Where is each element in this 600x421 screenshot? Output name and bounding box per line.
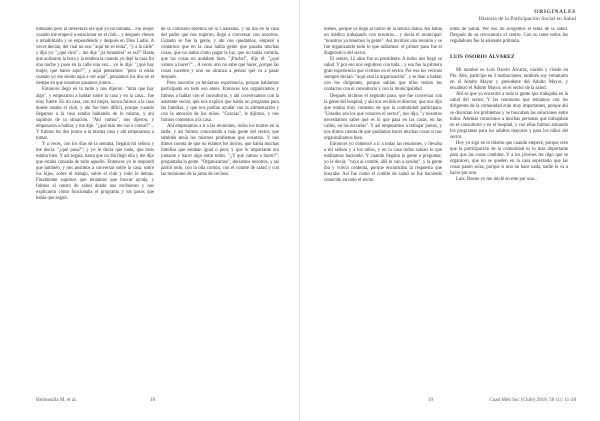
paragraph: Después hicimos el segundo paso, que fue conversar con la gente del hospital, y ahí nos recibió el director, que nos dijo que estaba muy contento de que la comunidad participara. "Ustedes son los que conocen el sector", nos dijo, "y nosotros necesitamos saber qué es lo que pasa en las casas, en las calles, en las escuelas". Y así empezamos a trabajar juntos, y nos dimos cuenta de que podíamos hacer muchas cosas si nos organizábamos bien. [324,93,442,141]
left-page-column-2 [161,27,279,387]
paragraph: Hoy yo sigo en lo mismo que cuando empecé, porque creo que la participación de la comunidad es lo más importante para que las cosas cambien. Y a los jóvenes les digo que se organicen, que no se queden en la casa esperando que las cosas pasen solas, porque si uno no hace nada, nadie lo va a hacer por uno. [450,140,568,176]
paragraph: Entonces llegó en la tarde y nos dijeron: "mira que hay algo", y empezaron a hablar sobre la casa y en la casa... fue muy fuerte. En mi casa, con mi mujer, nunca fuimos a la casa donde estaba el club, y ahí fue bien difícil, porque cuando llegamos a la casa estaba hablando de lo mismo, y ahí supimos de la situación. "Ahí vamos", nos dijeron, y empezaron a hablar, y me dije: "¿qué más me vas a contar?"... Y fuimos los dos juntos a la misma casa y ahí empezamos a tomar. [36,87,154,141]
left-page-number: 18 [150,397,156,403]
right-page [300,0,600,421]
paragraph: toma de Salud. Por eso no acogemos el tema de la salud. Después de su revocatoria el centro. Con su tarea todos los reguladores fue la asistente primaria. [450,27,568,45]
running-header [479,9,576,23]
paragraph: Ahí es que yo encontré a toda la gente que trabajaba en la salud del sector. Y las reuniones que teníamos con los dirigentes de la comunidad eran muy importantes, porque ahí se discutían los problemas y se buscaban las soluciones entre todos. Además conocimos a muchas personas que trabajaban en el consultorio y en el hospital, y con ellas fuimos armando los programas para los adultos mayores y para los niños del sector. [450,92,568,140]
paragraph: Ahí empezamos a ir a las reuniones, todos los martes en la tarde, y así fuimos conociendo a más gente del sector, que también tenía los mismos problemas que nosotros. Y nos dimos cuenta de que no éramos los únicos, que había muchas familias que estaban igual o peor, y que lo importante era juntarse y hacer algo entre todos. "¿Y qué vamos a hacer?", preguntaba la gente. "Organizarnos", decíamos nosotros, y así partió todo, con la olla común, con el comité de salud y con las reuniones de la junta de vecinos. [161,123,279,178]
paragraph: tomando pero la diferencia era que yo no tomaba... Fui mejor cuando me empecé a estacionar en el club... y después vienen a rehabilitarlo y se enpendiendo y después en Dios Ludio. A veces decían, del cual no sea: "aquí mi es tenía", "y a la calle" y dijo yo: "¿qué vino"... me dije "¿la tomadera" es así?" Hasta que acabaron la hora y la tendencia cuando yo dejé la casa fui una noche y puse en la calle una vez... yo le dije: "¿qué hay mujer, que haces aquí?", y aquí pensamos: "pero si están cuando yo me siento aquí a ver aquí", pensamos los dos en el tiempo en que nosotros pasamos juntos... [36,27,154,87]
paragraph: Mi nombre es Luis Osorio Álvarez, nacido y criado en Pto. Alto, participo en 3 instituciones, también soy voluntario en el Adulto Mayor y presidente del Adulto Mayor, y encabezo el Adulto Mayor, en el sector de la salud. [450,68,568,92]
running-header-title: ORIGINALES [534,9,576,15]
paragraph: El centro, 12 años fue su presidente. A todos nos llegó su salud. Y por eso nos seguimos con toda... y esa fue la primera gran experiencia que vivimos en el sector. Por eso los vecinos siempre decían: "aquí está la organización", y se iban a hablar con los dirigentes, porque sabían que ellos tenían los contactos con el consultorio y con la municipalidad. [324,57,442,93]
right-page-footer-text: Cuad Méd Soc (Chile) 2018, 58 (1): 11-28 [489,397,576,403]
paragraph: bienes, porque ya llegó al barrio de la señora Juana. Así había un médico trabajando con nosotros... y decía el municipal: "nosotros ya tenemos la gente". Así tuvimos una reunión y se fue organizando todo lo que sabíamos: el primer paso fue el diagnóstico del sector. [324,27,442,57]
paragraph: de la comisión bioética de la Cuaresma, y un día en la casa del padre que nos trajeron, llegó a conversar con nosotros. Cuando se fue la gente, y ahí nos quedamos, empezó a contarnos que en la casa había gente que pasaba muchas cosas, que no había cómo pagar la luz, que no había comida, que las cosas no andaban bien. "¡Pucha!", dijo él: "¿qué vamos a hacer?"... A veces uno no sabe qué hacer, porque las cosas suceden y uno no alcanza a pensar qué va a pasar después. [161,27,279,81]
paragraph: Entonces yo comencé a ir a todas las reuniones, y llevaba a mi señora y a los niños, y en la casa todos sabían lo que estábamos haciendo. Y cuando llegaba la gente a preguntar, yo le decía: "vaya al comité, allá le van a ayudar", y la gente iba y volvía contenta, porque encontraba la respuesta que buscaba. Así fue como el comité de salud se fue haciendo conocido en todo el sector. [324,141,442,184]
left-page-footer-text: Hermosilla M, et al. [36,397,77,403]
left-page-column-1 [36,27,154,387]
section-heading: LUIS OSORIO ÁLVAREZ [450,54,515,61]
paragraph: Y a veces, con los días de la semana, llegaba mi señora y me decía: "¿qué pasa?"; y yo le decía que nada, que todo estaba bien. Y así seguía, hasta que un día llegó ella y me dijo que estaba cansada de todo aquello. Entonces yo le respondí que también, y nos pusimos a conversar sobre la casa, sobre los hijos, sobre el trabajo, sobre el club y todo lo demás. Finalmente supimos que teníamos que buscar ayuda, y fuimos al centro de salud donde nos recibieron y nos explicaron cómo funcionaba el programa y los pasos que había que seguir. [36,141,154,202]
right-page-column-1 [324,27,442,387]
paragraph: Pero nosotros ya teníamos experiencia, porque habíamos participado en todo eso antes. Entonces nos organizamos y fuimos a hablar con el consultorio, y ahí conversamos con la asistente social, que nos explicó que había un programa para las familias, y que nos podían ayudar con la alimentación y con la atención de los niños. "Gracias", le dijimos, y nos fuimos contentos a la casa. [161,81,279,123]
running-header-subtitle: Historia de la Participación Social en Salud [478,16,576,22]
right-page-number: 19 [428,397,434,403]
right-page-column-2 [450,27,568,387]
paragraph: Luis: Bueno yo me inicié en este por una... [456,177,538,183]
